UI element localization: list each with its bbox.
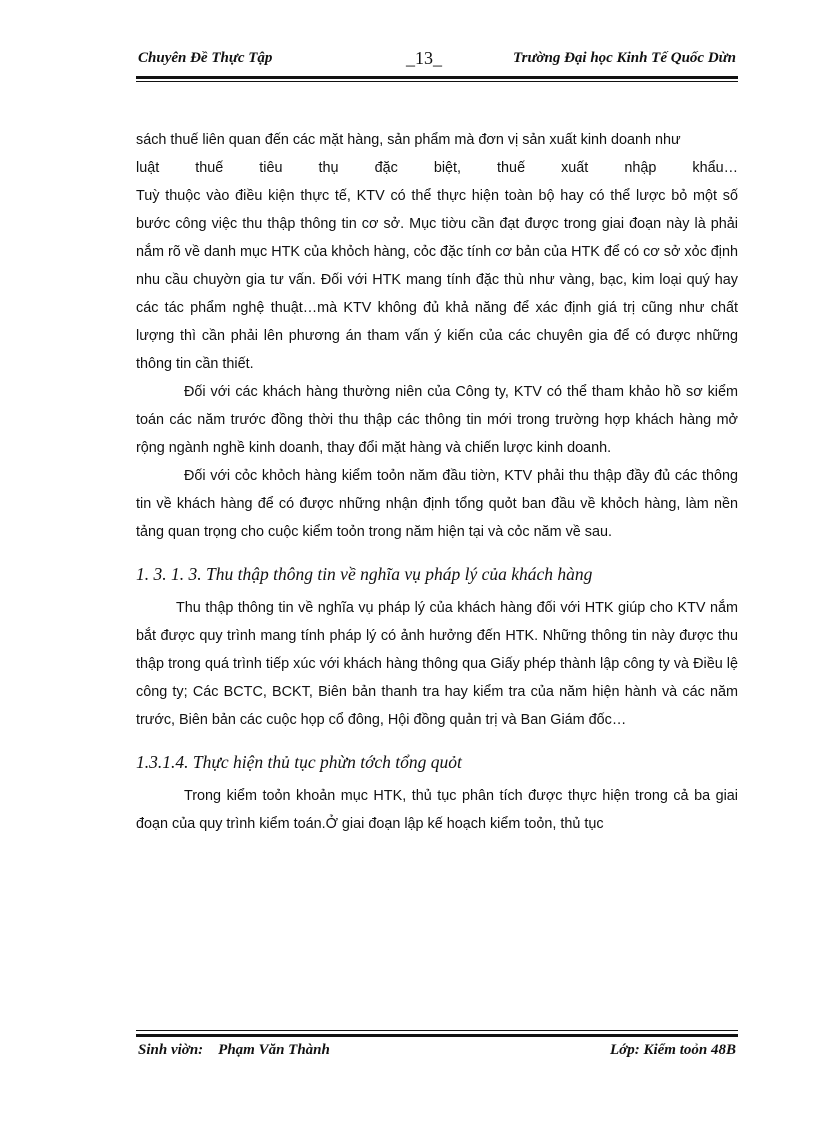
section-heading-1-3-1-3: 1. 3. 1. 3. Thu thập thông tin về nghĩa vụ pháp lý của khách hàng — [136, 564, 593, 584]
page-header — [136, 46, 738, 84]
footer-student-name: Sinh viờn: Phạm Văn Thành — [138, 1042, 330, 1058]
page-footer — [136, 1030, 738, 1062]
paragraph-4: Thu thập thông tin về nghĩa vụ pháp lý của khách hàng đối với HTK giúp cho KTV nắm bắt được quy trình mang tính pháp lý có ảnh hưởng đến HTK. Những thông tin này được thu thập trong quá trình tiếp xúc với khách hàng thông qua Giấy phép thành lập công ty và Điều lệ công ty; Các BCTC, BCKT, Biên bản thanh tra hay kiểm tra của năm hiện hành và các năm trước, Biên bản các cuộc họp cổ đông, Hội đồng quản trị và Ban Giám đốc… — [136, 600, 738, 728]
paragraph-1-line-2: luật thuế tiêu thụ đặc biệt, thuế xuất nhập khẩu… — [136, 160, 738, 176]
header-rule-thick — [136, 76, 738, 79]
section-heading-1-3-1-4: 1.3.1.4. Thực hiện thủ tục phừn tớch tổng quỏt — [136, 752, 462, 772]
footer-rule-thick — [136, 1034, 738, 1037]
paragraph-5: Trong kiểm toỏn khoản mục HTK, thủ tục phân tích được thực hiện trong cả ba giai đoạn của quy trình kiểm toán.Ở giai đoạn lập kế hoạch kiểm toỏn, thủ tục — [136, 788, 738, 832]
paragraph-3: Đối với cỏc khỏch hàng kiểm toỏn năm đầu tiờn, KTV phải thu thập đầy đủ các thông tin về khách hàng để có được những nhận định tổng quỏt ban đầu về khỏch hàng, làm nền tảng quan trọng cho cuộc kiểm toỏn trong năm hiện tại và cỏc năm về sau. — [136, 468, 738, 540]
header-document-title: Chuyên Đề Thực Tập — [138, 50, 273, 66]
header-university-name: Trường Đại học Kinh Tế Quốc Dừn — [513, 50, 736, 66]
paragraph-1-line-1: sách thuế liên quan đến các mặt hàng, sản phẩm mà đơn vị sản xuất kinh doanh như — [136, 132, 681, 148]
header-page-number: _13_ — [406, 48, 442, 68]
header-rule-thin — [136, 81, 738, 82]
paragraph-1-continued: Tuỳ thuộc vào điều kiện thực tế, KTV có thể thực hiện toàn bộ hay có thể lược bỏ một số bước công việc thu thập thông tin cơ sở. Mục tiờu cần đạt được trong giai đoạn này là phải nắm rõ về danh mục HTK của khỏch hàng, cỏc đặc tính cơ bản của HTK để có cơ sở xỏc định nhu cầu chuyờn gia tư vấn. Đối với HTK mang tính đặc thù như vàng, bạc, kim loại quý hay các tác phẩm nghệ thuật…mà KTV không đủ khả năng để xác định giá trị cũng như chất lượng thì cần phải lên phương án tham vấn ý kiến của các chuyên gia để có được những thông tin cần thiết. — [136, 188, 738, 372]
footer-rule-thin — [136, 1030, 738, 1031]
paragraph-2: Đối với các khách hàng thường niên của Công ty, KTV có thể tham khảo hồ sơ kiểm toán các năm trước đồng thời thu thập các thông tin mới trong trường hợp khách hàng mở rộng ngành nghề kinh doanh, thay đổi mặt hàng và chiến lược kinh doanh. — [136, 384, 738, 456]
document-body — [136, 126, 738, 838]
footer-class-name: Lớp: Kiểm toỏn 48B — [610, 1042, 736, 1058]
